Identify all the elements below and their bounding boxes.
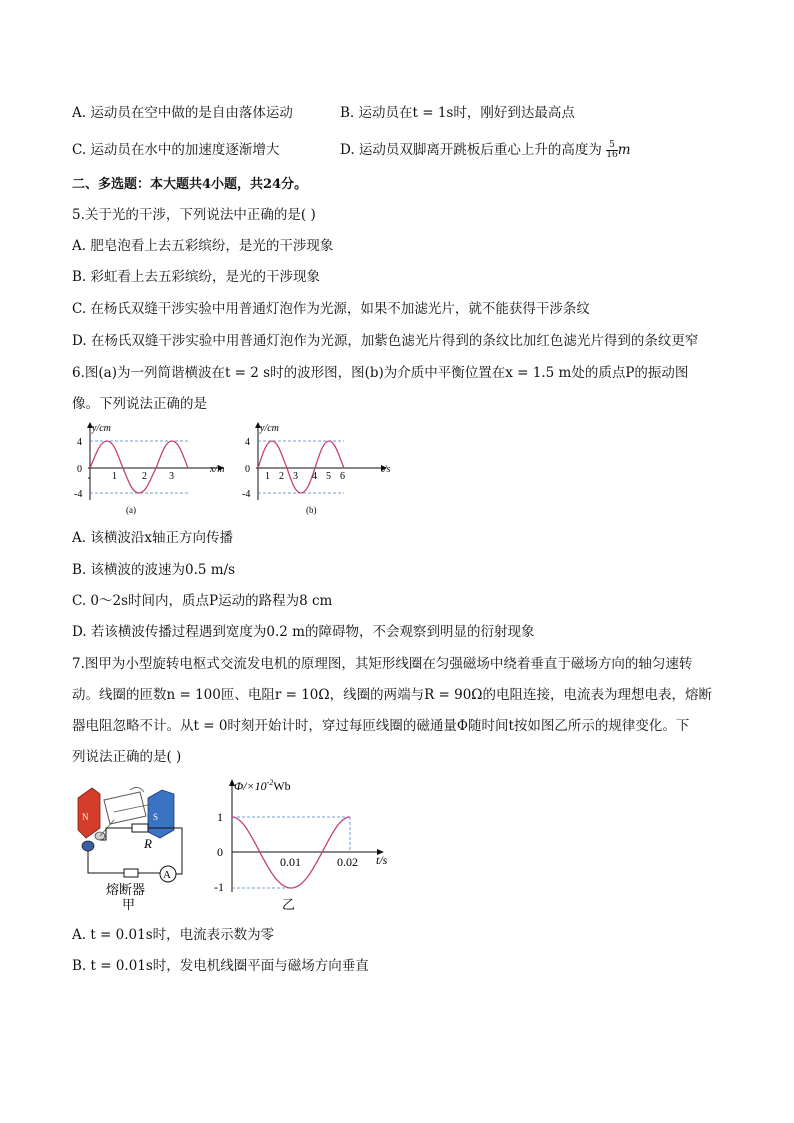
fig-a-xlabel: x/m [210,464,225,475]
q7-figure-yi [212,772,402,912]
q4-option-a: A. 运动员在空中做的是自由落体运动 [72,105,293,121]
q5-option-c: C. 在杨氏双缝干涉实验中用普通灯泡作为光源，如果不加滤光片，就不能获得干涉条纹 [72,301,590,317]
q6-option-c: C. 0～2s时间内，质点P运动的路程为8 cm [72,593,333,609]
fig-a-caption: (a) [126,505,136,515]
q4-option-d-text: D. 运动员双脚离开跳板后重心上升的高度为 [340,142,602,158]
q6-figure-a [68,420,238,520]
resistor-r [132,824,148,832]
ammeter-label: A [163,869,171,881]
fig-b-xtick-1: 1 [265,471,270,482]
q4-option-c: C. 运动员在水中的加速度逐渐增大 [72,142,280,158]
resistor-label: R [144,836,152,851]
fig-b-caption: (b) [306,505,317,515]
fig-yi-xtick-001: 0.01 [280,855,301,869]
q6-stem-line1: 6.图(a)为一列简谐横波在t = 2 s时的波形图，图(b)为介质中平衡位置在x = 1.5 m处的质点P的振动图 [72,365,689,381]
fig-b-ytick-4: 4 [245,437,250,448]
fig-a-xtick-3: 3 [169,471,174,482]
coil [104,792,146,824]
fig-a-ylabel: y/cm [92,423,111,434]
fuse-label: 熔断器 [106,882,146,897]
fraction-numerator: 5 [606,141,617,151]
fig-yi-ylabel: $\Phi/\times 10^{-2}Wb$ [234,778,291,793]
fuse [124,869,138,877]
q6-figure-b [238,420,408,520]
fig-b-xtick-5: 5 [326,471,331,482]
q7-stem-line4: 列说法正确的是( ) [72,749,182,765]
fig-jia-caption: 甲 [122,897,136,912]
q7-stem-line3: 器电阻忽略不计。从t = 0时刻开始计时，穿过每匝线圈的磁通量Φ随时间t按如图乙所示的规律变化。下 [72,718,690,734]
magnet-n-label: N [82,812,89,822]
fig-yi-ytick-1: 1 [217,810,223,824]
q4-option-b: B. 运动员在t = 1s时，刚好到达最高点 [340,105,575,121]
vibration-curve [258,441,344,493]
fraction-denominator: 16 [606,150,618,160]
fig-a-xtick-1: 1 [112,471,117,482]
q6-stem-line2: 像。下列说法正确的是 [72,396,207,412]
fig-b-ylabel: y/cm [260,423,279,434]
fig-b-xtick-6: 6 [340,471,345,482]
q7-option-a: A. t = 0.01s时，电流表示数为零 [72,927,275,943]
fig-a-ytick-4: 4 [77,437,82,448]
section-heading: 二、多选题：本大题共4小题，共24分。 [72,177,308,192]
q4-option-d-unit: m [617,142,631,158]
q6-option-d: D. 若该横波传播过程遇到宽度为0.2 m的障碍物，不会观察到明显的衍射现象 [72,624,535,640]
q5-stem: 5.关于光的干涉，下列说法中正确的是( ) [72,207,316,223]
fig-yi-ytick-neg1: -1 [214,880,224,894]
fig-a-ytick-neg4: -4 [74,489,83,500]
q7-stem-line1: 7.图甲为小型旋转电枢式交流发电机的原理图，其矩形线圈在匀强磁场中绕着垂直于磁场方向的轴匀速转 [72,656,693,672]
fig-a-ytick-0: 0 [77,464,82,475]
q5-option-d: D. 在杨氏双缝干涉实验中用普通灯泡作为光源，加紫色滤光片得到的条纹比加红色滤光片得到的条纹更窄 [72,333,699,349]
q5-option-b: B. 彩虹看上去五彩缤纷，是光的干涉现象 [72,269,321,285]
fig-yi-caption: 乙 [282,897,296,912]
fig-b-xtick-3: 3 [293,471,298,482]
fig-b-xlabel: t/s [381,464,391,475]
q6-option-b: B. 该横波的波速为0.5 m/s [72,562,236,578]
fig-b-ytick-0: 0 [245,464,250,475]
q7-option-b: B. t = 0.01s时，发电机线圈平面与磁场方向垂直 [72,958,369,974]
q4-option-d [340,140,631,160]
q7-figure-jia [70,778,215,913]
fig-a-xtick-2: 2 [142,471,147,482]
fig-b-xtick-2: 2 [279,471,284,482]
fig-yi-xlabel: t/s [376,853,388,867]
fig-b-ytick-neg4: -4 [242,489,251,500]
magnet-s [148,790,174,838]
q4-option-d-fraction [606,141,617,160]
q7-stem-line2: 动。线圈的匝数n = 100匝、电阻r = 10Ω，线圈的两端与R = 90Ω的电阻连接，电流表为理想电表，熔断 [72,687,713,703]
fig-yi-xtick-002: 0.02 [337,855,358,869]
q6-option-a: A. 该横波沿x轴正方向传播 [72,530,233,546]
fig-yi-ytick-0: 0 [217,845,223,859]
q5-option-a: A. 肥皂泡看上去五彩缤纷，是光的干涉现象 [72,238,334,254]
magnet-s-label: S [153,812,159,822]
wave-curve [90,441,188,493]
fig-b-xtick-4: 4 [312,471,317,482]
